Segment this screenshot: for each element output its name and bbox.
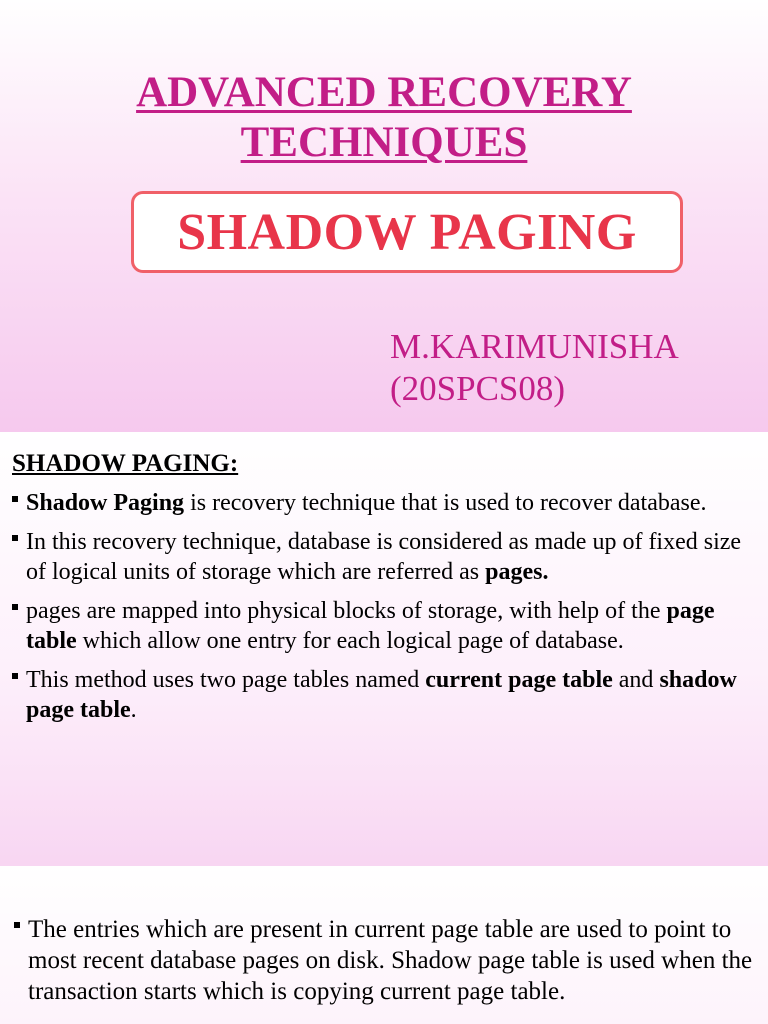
title-slide — [0, 0, 768, 432]
subtitle-box — [131, 191, 683, 273]
list-item — [14, 914, 768, 1007]
author-name: M.KARIMUNISHA — [390, 327, 679, 366]
list-item — [12, 488, 762, 518]
list-item — [12, 596, 762, 656]
square-bullet-icon — [12, 673, 18, 679]
section-heading: SHADOW PAGING: — [12, 450, 239, 477]
bullet-text: This method uses two page tables named — [26, 667, 426, 693]
bullet-bold-text: page table — [26, 598, 715, 654]
bullet-bold-text: Shadow Paging — [26, 490, 185, 516]
list-item — [12, 527, 762, 587]
square-bullet-icon — [14, 922, 20, 928]
bullet-text: The entries which are present in current page table are used to point to most recent database pages on disk. Shadow page table is used when the transaction starts which is copying current page table. — [28, 916, 753, 1005]
author-block — [390, 326, 679, 410]
square-bullet-icon — [12, 535, 18, 541]
square-bullet-icon — [12, 604, 18, 610]
bullet-text: . — [130, 697, 137, 723]
bullet-bold-text: current page table — [425, 667, 613, 693]
square-bullet-icon — [12, 496, 18, 502]
bullet-list — [14, 914, 768, 1016]
author-id: (20SPCS08) — [390, 369, 566, 408]
bullet-text: is recovery technique that is used to recover database. — [184, 490, 707, 516]
bullet-text: which allow one entry for each logical page of database. — [76, 628, 624, 654]
bullet-bold-text: shadow page table — [26, 667, 737, 723]
bullet-bold-text: pages. — [485, 559, 549, 585]
bullet-text: and — [612, 667, 660, 693]
content-slide-1 — [0, 432, 768, 866]
slide-title-line-2: TECHNIQUES — [240, 119, 528, 166]
slide-title-line-1: ADVANCED RECOVERY — [136, 69, 632, 116]
bullet-list — [12, 488, 762, 734]
content-slide-2 — [0, 866, 768, 1024]
slide-subtitle: SHADOW PAGING — [177, 203, 637, 261]
list-item — [12, 665, 762, 725]
bullet-text: pages are mapped into physical blocks of storage, with help of the — [26, 598, 667, 624]
bullet-text: In this recovery technique, database is considered as made up of fixed size of logical units of storage which are referred as — [26, 529, 742, 585]
slide-title — [0, 68, 768, 168]
